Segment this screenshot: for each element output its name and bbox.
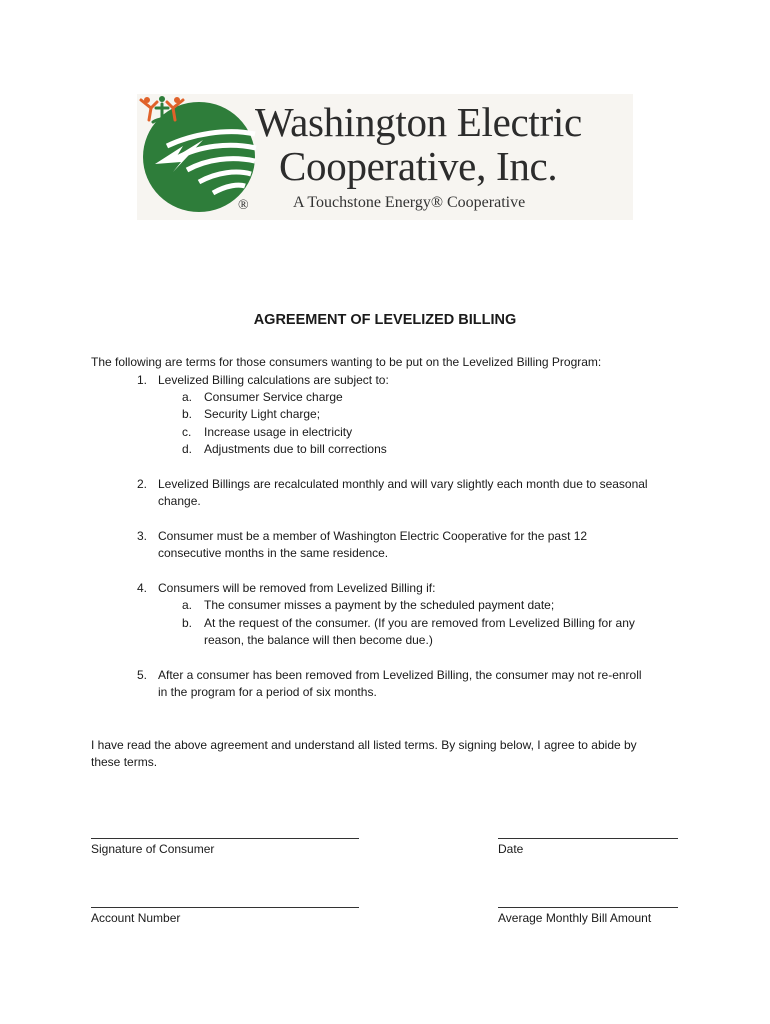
term-1c-text: Increase usage in electricity (204, 425, 353, 439)
company-logo (137, 94, 633, 220)
term-2-line-2: change. (158, 494, 201, 508)
account-number-field[interactable] (91, 907, 359, 908)
term-4b-line-1: At the request of the consumer. (If you are removed from Levelized Billing for any (204, 616, 635, 630)
logo-line-2: Cooperative, Inc. (279, 143, 558, 189)
term-4a-letter: a. (182, 598, 193, 612)
term-4b-letter: b. (182, 616, 193, 630)
date-field[interactable] (498, 838, 678, 839)
term-1-number: 1. (137, 373, 148, 387)
term-2-line-1: Levelized Billings are recalculated monthly and will vary slightly each month due to seasonal (158, 477, 648, 491)
term-1b-text: Security Light charge; (204, 407, 321, 421)
average-bill-label: Average Monthly Bill Amount (498, 911, 652, 925)
term-1c-letter: c. (182, 425, 192, 439)
signature-label: Signature of Consumer (91, 842, 215, 856)
term-1d-text: Adjustments due to bill corrections (204, 442, 387, 456)
touchstone-people-icon (137, 94, 187, 124)
term-4b-line-2: reason, the balance will then become due.) (204, 633, 433, 647)
account-number-label: Account Number (91, 911, 181, 925)
term-4-number: 4. (137, 581, 148, 595)
term-2-number: 2. (137, 477, 148, 491)
term-3-number: 3. (137, 529, 148, 543)
term-4-text: Consumers will be removed from Levelized Billing if: (158, 581, 436, 595)
term-1-text: Levelized Billing calculations are subject to: (158, 373, 389, 387)
registered-mark: ® (238, 198, 249, 213)
term-1a-letter: a. (182, 390, 193, 404)
acknowledgement-line-2: these terms. (91, 755, 158, 769)
logo-tagline: A Touchstone Energy® Cooperative (293, 194, 526, 211)
logo-line-1: Washington Electric (255, 99, 582, 145)
signature-field[interactable] (91, 838, 359, 839)
average-bill-field[interactable] (498, 907, 678, 908)
document-title: AGREEMENT OF LEVELIZED BILLING (253, 312, 517, 328)
term-1d-letter: d. (182, 442, 193, 456)
term-5-number: 5. (137, 668, 148, 682)
date-label: Date (498, 842, 524, 856)
term-5-line-2: in the program for a period of six months. (158, 685, 377, 699)
term-4a-text: The consumer misses a payment by the scheduled payment date; (204, 598, 555, 612)
term-3-line-2: consecutive months in the same residence. (158, 546, 389, 560)
term-5-line-1: After a consumer has been removed from Levelized Billing, the consumer may not re-enroll (158, 668, 642, 682)
term-3-line-1: Consumer must be a member of Washington Electric Cooperative for the past 12 (158, 529, 588, 543)
acknowledgement-line-1: I have read the above agreement and understand all listed terms. By signing below, I agree to abide by (91, 738, 637, 752)
term-1b-letter: b. (182, 407, 193, 421)
term-1a-text: Consumer Service charge (204, 390, 343, 404)
intro-text: The following are terms for those consumers wanting to be put on the Levelized Billing Program: (91, 355, 602, 369)
